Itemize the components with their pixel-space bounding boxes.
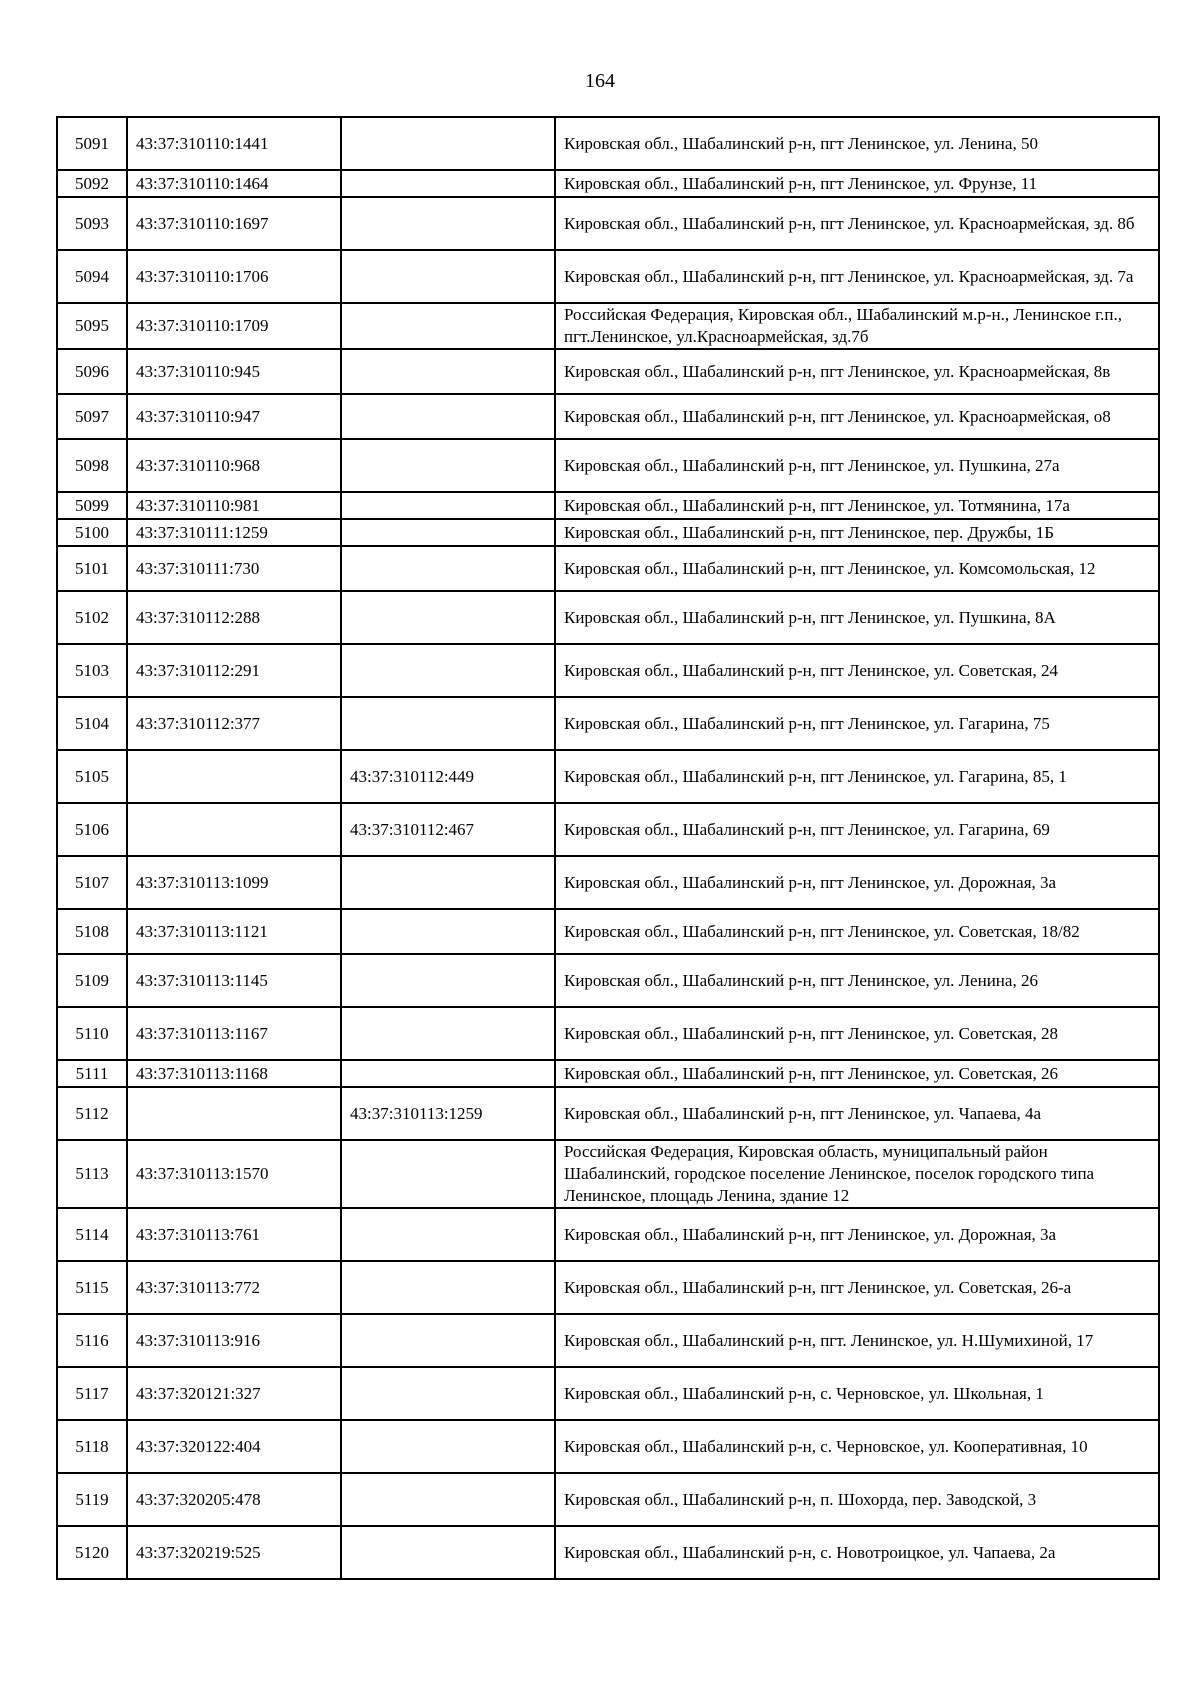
table-row (57, 1367, 1159, 1420)
row-number-cell: 5108 (57, 909, 127, 954)
row-number-cell: 5092 (57, 170, 127, 197)
table-row (57, 909, 1159, 954)
row-number-cell: 5109 (57, 954, 127, 1007)
cadastral-number-alt-cell (341, 439, 555, 492)
address-cell: Кировская обл., Шабалинский р-н, пгт Ленинское, ул. Дорожная, 3а (555, 1208, 1159, 1261)
address-cell: Кировская обл., Шабалинский р-н, пгт Ленинское, ул. Ленина, 50 (555, 117, 1159, 170)
row-number-cell: 5095 (57, 303, 127, 349)
cadastral-number-cell (127, 1087, 341, 1140)
row-number-cell: 5105 (57, 750, 127, 803)
address-cell: Кировская обл., Шабалинский р-н, с. Черновское, ул. Школьная, 1 (555, 1367, 1159, 1420)
cadastral-number-cell: 43:37:310113:1121 (127, 909, 341, 954)
address-cell: Кировская обл., Шабалинский р-н, пгт Ленинское, ул. Красноармейская, зд. 7а (555, 250, 1159, 303)
cadastral-number-alt-cell (341, 1314, 555, 1367)
address-cell: Кировская обл., Шабалинский р-н, пгт Ленинское, ул. Фрунзе, 11 (555, 170, 1159, 197)
address-cell: Кировская обл., Шабалинский р-н, п. Шохорда, пер. Заводской, 3 (555, 1473, 1159, 1526)
row-number-cell: 5097 (57, 394, 127, 439)
cadastral-number-cell: 43:37:310110:1441 (127, 117, 341, 170)
row-number-cell: 5107 (57, 856, 127, 909)
cadastral-number-cell: 43:37:310110:1706 (127, 250, 341, 303)
address-cell: Кировская обл., Шабалинский р-н, пгт Ленинское, ул. Советская, 24 (555, 644, 1159, 697)
address-cell: Кировская обл., Шабалинский р-н, пгт Ленинское, ул. Гагарина, 75 (555, 697, 1159, 750)
table-row (57, 439, 1159, 492)
row-number-cell: 5114 (57, 1208, 127, 1261)
cadastral-number-cell: 43:37:310111:730 (127, 546, 341, 591)
cadastral-number-alt-cell (341, 1007, 555, 1060)
cadastral-number-cell: 43:37:310110:1697 (127, 197, 341, 250)
cadastral-number-cell (127, 750, 341, 803)
table-row (57, 1060, 1159, 1087)
address-cell: Кировская обл., Шабалинский р-н, пгт Ленинское, ул. Пушкина, 8А (555, 591, 1159, 644)
row-number-cell: 5115 (57, 1261, 127, 1314)
address-cell: Кировская обл., Шабалинский р-н, пгт Ленинское, ул. Тотмянина, 17а (555, 492, 1159, 519)
cadastral-number-alt-cell: 43:37:310112:467 (341, 803, 555, 856)
table-row (57, 170, 1159, 197)
row-number-cell: 5111 (57, 1060, 127, 1087)
row-number-cell: 5116 (57, 1314, 127, 1367)
address-cell: Кировская обл., Шабалинский р-н, пгт Ленинское, ул. Советская, 28 (555, 1007, 1159, 1060)
cadastral-number-cell: 43:37:310110:981 (127, 492, 341, 519)
cadastral-number-alt-cell (341, 117, 555, 170)
row-number-cell: 5113 (57, 1140, 127, 1208)
table-row (57, 492, 1159, 519)
row-number-cell: 5100 (57, 519, 127, 546)
cadastral-number-alt-cell (341, 909, 555, 954)
table-row (57, 546, 1159, 591)
table-row (57, 591, 1159, 644)
row-number-cell: 5102 (57, 591, 127, 644)
table-row (57, 1526, 1159, 1579)
address-cell: Кировская обл., Шабалинский р-н, с. Новотроицкое, ул. Чапаева, 2а (555, 1526, 1159, 1579)
address-cell: Кировская обл., Шабалинский р-н, пгт. Ленинское, ул. Н.Шумихиной, 17 (555, 1314, 1159, 1367)
cadastral-number-alt-cell (341, 1367, 555, 1420)
address-cell: Кировская обл., Шабалинский р-н, пгт Ленинское, ул. Советская, 18/82 (555, 909, 1159, 954)
table-row (57, 519, 1159, 546)
table-row (57, 117, 1159, 170)
row-number-cell: 5106 (57, 803, 127, 856)
cadastral-number-cell: 43:37:320205:478 (127, 1473, 341, 1526)
cadastral-number-alt-cell (341, 1140, 555, 1208)
row-number-cell: 5103 (57, 644, 127, 697)
cadastral-number-cell: 43:37:310110:1464 (127, 170, 341, 197)
registry-table (56, 116, 1160, 1580)
cadastral-number-cell: 43:37:310110:1709 (127, 303, 341, 349)
row-number-cell: 5120 (57, 1526, 127, 1579)
table-row (57, 394, 1159, 439)
cadastral-number-alt-cell (341, 519, 555, 546)
address-cell: Кировская обл., Шабалинский р-н, пгт Ленинское, ул. Дорожная, 3а (555, 856, 1159, 909)
cadastral-number-alt-cell (341, 954, 555, 1007)
table-row (57, 1140, 1159, 1208)
address-cell: Кировская обл., Шабалинский р-н, пгт Ленинское, пер. Дружбы, 1Б (555, 519, 1159, 546)
row-number-cell: 5118 (57, 1420, 127, 1473)
cadastral-number-cell: 43:37:310112:288 (127, 591, 341, 644)
registry-body (57, 117, 1159, 1579)
table-row (57, 1007, 1159, 1060)
table-row (57, 349, 1159, 394)
cadastral-number-alt-cell (341, 591, 555, 644)
cadastral-number-cell: 43:37:310113:1570 (127, 1140, 341, 1208)
page-number: 164 (585, 70, 615, 92)
cadastral-number-cell: 43:37:310113:1099 (127, 856, 341, 909)
row-number-cell: 5099 (57, 492, 127, 519)
table-row (57, 954, 1159, 1007)
cadastral-number-alt-cell (341, 697, 555, 750)
cadastral-number-alt-cell (341, 250, 555, 303)
cadastral-number-cell: 43:37:320219:525 (127, 1526, 341, 1579)
cadastral-number-alt-cell (341, 1473, 555, 1526)
row-number-cell: 5117 (57, 1367, 127, 1420)
cadastral-number-alt-cell (341, 349, 555, 394)
address-cell: Кировская обл., Шабалинский р-н, пгт Ленинское, ул. Красноармейская, о8 (555, 394, 1159, 439)
table-row (57, 1473, 1159, 1526)
address-cell: Кировская обл., Шабалинский р-н, пгт Ленинское, ул. Советская, 26-а (555, 1261, 1159, 1314)
row-number-cell: 5104 (57, 697, 127, 750)
cadastral-number-alt-cell (341, 1420, 555, 1473)
address-cell: Кировская обл., Шабалинский р-н, пгт Ленинское, ул. Комсомольская, 12 (555, 546, 1159, 591)
row-number-cell: 5098 (57, 439, 127, 492)
cadastral-number-alt-cell: 43:37:310113:1259 (341, 1087, 555, 1140)
cadastral-number-alt-cell: 43:37:310112:449 (341, 750, 555, 803)
cadastral-number-alt-cell (341, 197, 555, 250)
table-row (57, 303, 1159, 349)
table-row (57, 197, 1159, 250)
address-cell: Российская Федерация, Кировская область, муниципальный район Шабалинский, городское поселение Ленинское, поселок городского типа Ленинское, площадь Ленина, здание 12 (555, 1140, 1159, 1208)
address-cell: Кировская обл., Шабалинский р-н, с. Черновское, ул. Кооперативная, 10 (555, 1420, 1159, 1473)
cadastral-number-cell: 43:37:310113:916 (127, 1314, 341, 1367)
row-number-cell: 5110 (57, 1007, 127, 1060)
address-cell: Российская Федерация, Кировская обл., Шабалинский м.р-н., Ленинское г.п., пгт.Ленинское, ул.Красноармейская, зд.7б (555, 303, 1159, 349)
address-cell: Кировская обл., Шабалинский р-н, пгт Ленинское, ул. Пушкина, 27а (555, 439, 1159, 492)
cadastral-number-cell: 43:37:320121:327 (127, 1367, 341, 1420)
row-number-cell: 5096 (57, 349, 127, 394)
table-row (57, 1314, 1159, 1367)
cadastral-number-cell: 43:37:310111:1259 (127, 519, 341, 546)
cadastral-number-cell: 43:37:310110:947 (127, 394, 341, 439)
cadastral-number-cell: 43:37:310113:761 (127, 1208, 341, 1261)
row-number-cell: 5101 (57, 546, 127, 591)
table-row (57, 1420, 1159, 1473)
cadastral-number-cell: 43:37:310112:291 (127, 644, 341, 697)
table-row (57, 250, 1159, 303)
cadastral-number-alt-cell (341, 1060, 555, 1087)
cadastral-number-alt-cell (341, 170, 555, 197)
row-number-cell: 5094 (57, 250, 127, 303)
row-number-cell: 5119 (57, 1473, 127, 1526)
row-number-cell: 5093 (57, 197, 127, 250)
address-cell: Кировская обл., Шабалинский р-н, пгт Ленинское, ул. Гагарина, 85, 1 (555, 750, 1159, 803)
address-cell: Кировская обл., Шабалинский р-н, пгт Ленинское, ул. Ленина, 26 (555, 954, 1159, 1007)
cadastral-number-alt-cell (341, 492, 555, 519)
cadastral-number-cell (127, 803, 341, 856)
table-row (57, 1261, 1159, 1314)
cadastral-number-cell: 43:37:320122:404 (127, 1420, 341, 1473)
table-row (57, 856, 1159, 909)
table-row (57, 1208, 1159, 1261)
table-row (57, 644, 1159, 697)
row-number-cell: 5091 (57, 117, 127, 170)
cadastral-number-cell: 43:37:310112:377 (127, 697, 341, 750)
table-row (57, 750, 1159, 803)
cadastral-number-alt-cell (341, 1261, 555, 1314)
cadastral-number-alt-cell (341, 856, 555, 909)
address-cell: Кировская обл., Шабалинский р-н, пгт Ленинское, ул. Чапаева, 4а (555, 1087, 1159, 1140)
cadastral-number-cell: 43:37:310110:945 (127, 349, 341, 394)
cadastral-number-alt-cell (341, 1526, 555, 1579)
cadastral-number-alt-cell (341, 1208, 555, 1261)
address-cell: Кировская обл., Шабалинский р-н, пгт Ленинское, ул. Советская, 26 (555, 1060, 1159, 1087)
cadastral-number-cell: 43:37:310113:1168 (127, 1060, 341, 1087)
row-number-cell: 5112 (57, 1087, 127, 1140)
cadastral-number-alt-cell (341, 644, 555, 697)
table-row (57, 1087, 1159, 1140)
cadastral-number-cell: 43:37:310110:968 (127, 439, 341, 492)
cadastral-number-alt-cell (341, 546, 555, 591)
cadastral-number-alt-cell (341, 303, 555, 349)
table-row (57, 803, 1159, 856)
cadastral-number-cell: 43:37:310113:772 (127, 1261, 341, 1314)
address-cell: Кировская обл., Шабалинский р-н, пгт Ленинское, ул. Красноармейская, 8в (555, 349, 1159, 394)
address-cell: Кировская обл., Шабалинский р-н, пгт Ленинское, ул. Гагарина, 69 (555, 803, 1159, 856)
cadastral-number-cell: 43:37:310113:1167 (127, 1007, 341, 1060)
table-row (57, 697, 1159, 750)
cadastral-number-cell: 43:37:310113:1145 (127, 954, 341, 1007)
address-cell: Кировская обл., Шабалинский р-н, пгт Ленинское, ул. Красноармейская, зд. 8б (555, 197, 1159, 250)
cadastral-number-alt-cell (341, 394, 555, 439)
